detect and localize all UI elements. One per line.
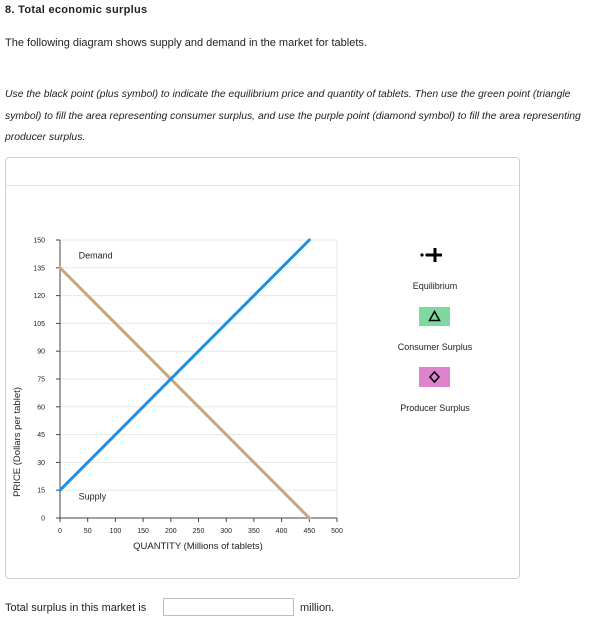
answer-label: Total surplus in this market is [5, 602, 147, 614]
legend-consumer-surplus[interactable] [398, 307, 473, 352]
question-title: 8. Total economic surplus [5, 4, 148, 16]
legend-equilibrium-label: Equilibrium [412, 281, 458, 291]
x-tick-label: 150 [137, 528, 149, 535]
producer-surplus-swatch[interactable] [419, 367, 450, 387]
y-tick-label: 135 [33, 265, 45, 273]
question-intro: The following diagram shows supply and demand in the market for tablets. [5, 37, 367, 49]
demand-curve[interactable] [60, 268, 309, 518]
y-tick-label: 30 [37, 459, 45, 467]
supply-curve[interactable] [60, 240, 309, 490]
x-tick-label: 400 [275, 528, 288, 535]
plus-icon[interactable] [420, 248, 442, 262]
x-tick-label: 100 [109, 528, 122, 535]
y-tick-label: 15 [37, 487, 45, 495]
x-tick-label: 50 [83, 528, 92, 535]
y-axis-label: PRICE (Dollars per tablet) [12, 387, 23, 497]
total-surplus-input[interactable] [163, 598, 294, 616]
y-tick-label: 75 [37, 376, 45, 384]
legend-consumer-surplus-label: Consumer Surplus [397, 342, 473, 352]
x-tick-label: 500 [331, 528, 343, 535]
y-tick-label: 120 [33, 293, 45, 301]
y-tick-label: 90 [37, 348, 45, 356]
x-axis-label: QUANTITY (Millions of tablets) [133, 541, 263, 552]
x-tick-label: 0 [58, 528, 62, 535]
y-tick-label: 150 [33, 237, 45, 245]
y-tick-label: 60 [37, 404, 45, 412]
y-tick-label: 0 [41, 515, 45, 523]
graph-panel [5, 157, 520, 579]
supply-curve-label: Supply [78, 491, 107, 502]
consumer-surplus-swatch[interactable] [419, 307, 450, 326]
x-tick-label: 300 [220, 528, 233, 535]
supply-demand-graph[interactable] [6, 158, 519, 578]
x-tick-label: 200 [164, 528, 177, 535]
legend-equilibrium[interactable] [413, 248, 458, 291]
x-tick-label: 250 [192, 528, 205, 535]
y-tick-label: 105 [33, 320, 45, 328]
answer-unit: million. [300, 602, 335, 614]
x-tick-label: 450 [303, 528, 316, 535]
legend-producer-surplus[interactable] [400, 367, 470, 413]
demand-curve-label: Demand [78, 250, 113, 261]
legend-producer-surplus-label: Producer Surplus [400, 403, 470, 413]
x-tick-label: 350 [248, 528, 260, 535]
question-instructions: Use the black point (plus symbol) to indicate the equilibrium price and quantity of tablets. Then use the green point (triangle symbol) to fill the area representing consumer surplus, and use the purple point (diamond symbol) to fill the area representing producer surplus. [5, 89, 581, 143]
y-tick-label: 45 [37, 432, 45, 440]
